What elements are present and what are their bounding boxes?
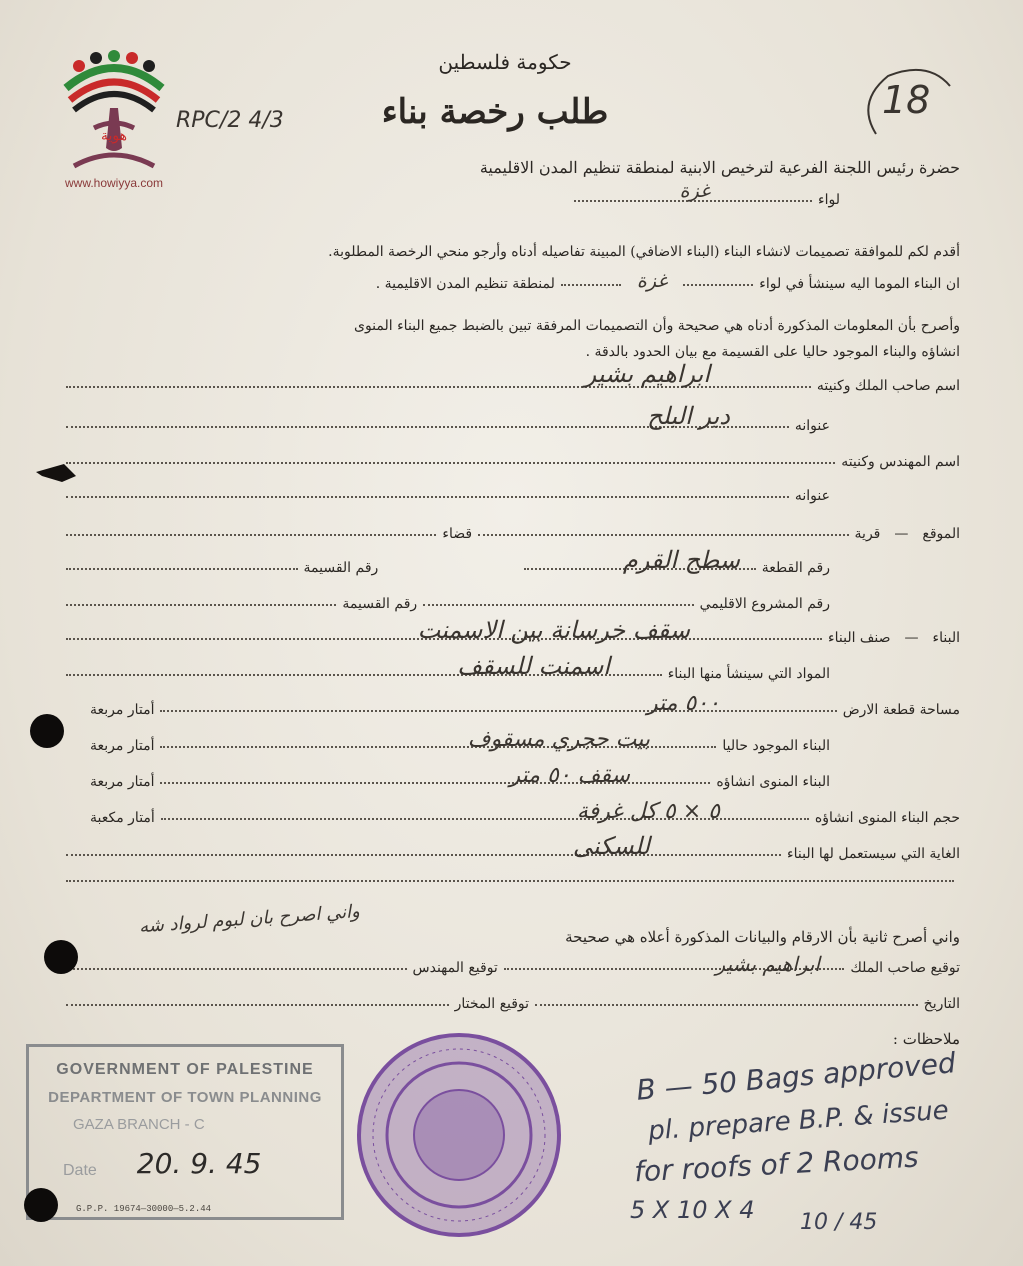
planned-row: البناء المنوى انشاؤه سقف ٥٠ متر أمتار مربعة [90,763,830,790]
official-seal-icon [354,1030,564,1240]
owner-address-row: عنوانه دير البلح [60,418,830,434]
owner-value: ابراهيم بشير [584,360,710,388]
building-type-value: سقف خرسانة بين الاسمنت [417,616,690,644]
parcel-row: رقم القطعة سطح القرم رقم القسيمة [60,560,830,576]
intro-paragraph-4: انشاؤه والبناء الموجود حاليا على القسيمة مع بيان الحدود بالدقة . [585,344,960,360]
stamp-date-value: 20. 9. 45 [136,1147,262,1180]
intro-paragraph-1: أقدم لكم للموافقة تصميمات لانشاء البناء (البناء الاضافي) المبينة تفاصيله أدناه وأرجو منحي الرخصة المطلوبة. [328,244,960,260]
intro-paragraph-3: وأصرح بأن المعلومات المذكورة أدناه هي صحيحة وأن التصميمات المرفقة تبين بالضبط جميع البناء المنوى [353,318,960,334]
declaration-handwritten: واني اصرح بان لبوم لرواد شه [138,900,361,938]
purpose-row: الغاية التي سيستعمل لها البناء للسكنى [60,846,960,862]
stamp-line-2: DEPARTMENT OF TOWN PLANNING [48,1089,322,1106]
government-heading: حكومة فلسطين [438,50,572,74]
materials-value: اسمنت للسقف [457,652,610,680]
declaration-text: واني أصرح ثانية بأن الارقام والبيانات المذكورة أعلاه هي صحيحة [565,928,960,946]
owner-signature: ابراهيم بشير [715,952,820,976]
building-type-row: البناء — صنف البناء سقف خرسانة بين الاسمنت [60,630,960,646]
existing-value: بيت حجري مسقوف [467,727,650,752]
reference-code: RPC/2 4/3 [176,108,284,133]
engineer-address-row: عنوانه [60,488,830,504]
logo-url: www.howiyya.com [64,176,164,190]
file-number: 18 [848,62,958,142]
scheme-row: رقم المشروع الاقليمي رقم القسيمة [60,596,830,612]
stamp-line-3: GAZA BRANCH - C [73,1116,205,1133]
district-row: لواء غزة [568,192,840,208]
location-row: الموقع — قرية قضاء [60,526,960,542]
form-print-code: G.P.P. 19674—30000—5.2.44 [76,1204,212,1214]
owner-address-value: دير البلح [647,402,730,430]
punch-hole-1 [30,714,64,748]
note-line-2: pl. prepare B.P. & issue [647,1095,950,1147]
engineer-row: اسم المهندس وكنيته [60,454,960,470]
note-line-3: for roofs of 2 Rooms [633,1140,920,1189]
department-stamp [26,1044,344,1220]
notes-label: ملاحظات : [892,1030,960,1048]
logo [44,48,184,198]
punch-hole-3 [24,1188,58,1222]
blank-row [60,880,960,888]
stamp-date-label: Date [63,1162,97,1179]
note-line-1: B — 50 Bags approved [635,1046,957,1107]
area-row: مساحة قطعة الارض ٥٠٠ متر أمتار مربعة [90,691,960,718]
district-value: غزة [679,180,710,202]
page-title: طلب رخصة بناء [381,92,609,132]
tree-logo-icon [44,48,184,172]
date-mukhtar-row: التاريخ توقيع المختار [60,996,960,1012]
owner-row: اسم صاحب الملك وكنيته ابراهيم بشير [60,378,960,394]
intro-paragraph-2: ان البناء الموما اليه سينشأ في لواء غزة لمنطقة تنظيم المدن الاقليمية . [375,270,960,292]
svg-text:هوية: هوية [100,128,128,144]
area-value: ٥٠٠ متر [646,691,720,716]
addressee-line: حضرة رئيس اللجنة الفرعية لترخيص الابنية لمنطقة تنظيم المدن الاقليمية [479,158,960,177]
corner-arrow-icon [36,462,80,494]
parcel-value: سطح القرم [622,546,740,574]
purpose-value: للسكنى [572,832,650,860]
signature-row: توقيع صاحب الملك ابراهيم بشير توقيع المهندس [60,960,960,976]
planned-value: سقف ٥٠ متر [509,763,630,788]
punch-hole-2 [44,940,78,974]
note-line-5: 10 / 45 [800,1210,878,1235]
materials-row: المواد التي سينشأ منها البناء اسمنت للسقف [60,666,830,682]
note-line-4: 5 X 10 X 4 [630,1196,755,1224]
volume-value: ٥ × ٥ كل غرفة [576,799,720,824]
stamp-line-1: GOVERNMENT OF PALESTINE [56,1061,314,1078]
volume-row: حجم البناء المنوى انشاؤه ٥ × ٥ كل غرفة أمتار مكعبة [90,799,960,826]
existing-row: البناء الموجود حاليا بيت حجري مسقوف أمتار مربعة [90,727,830,754]
